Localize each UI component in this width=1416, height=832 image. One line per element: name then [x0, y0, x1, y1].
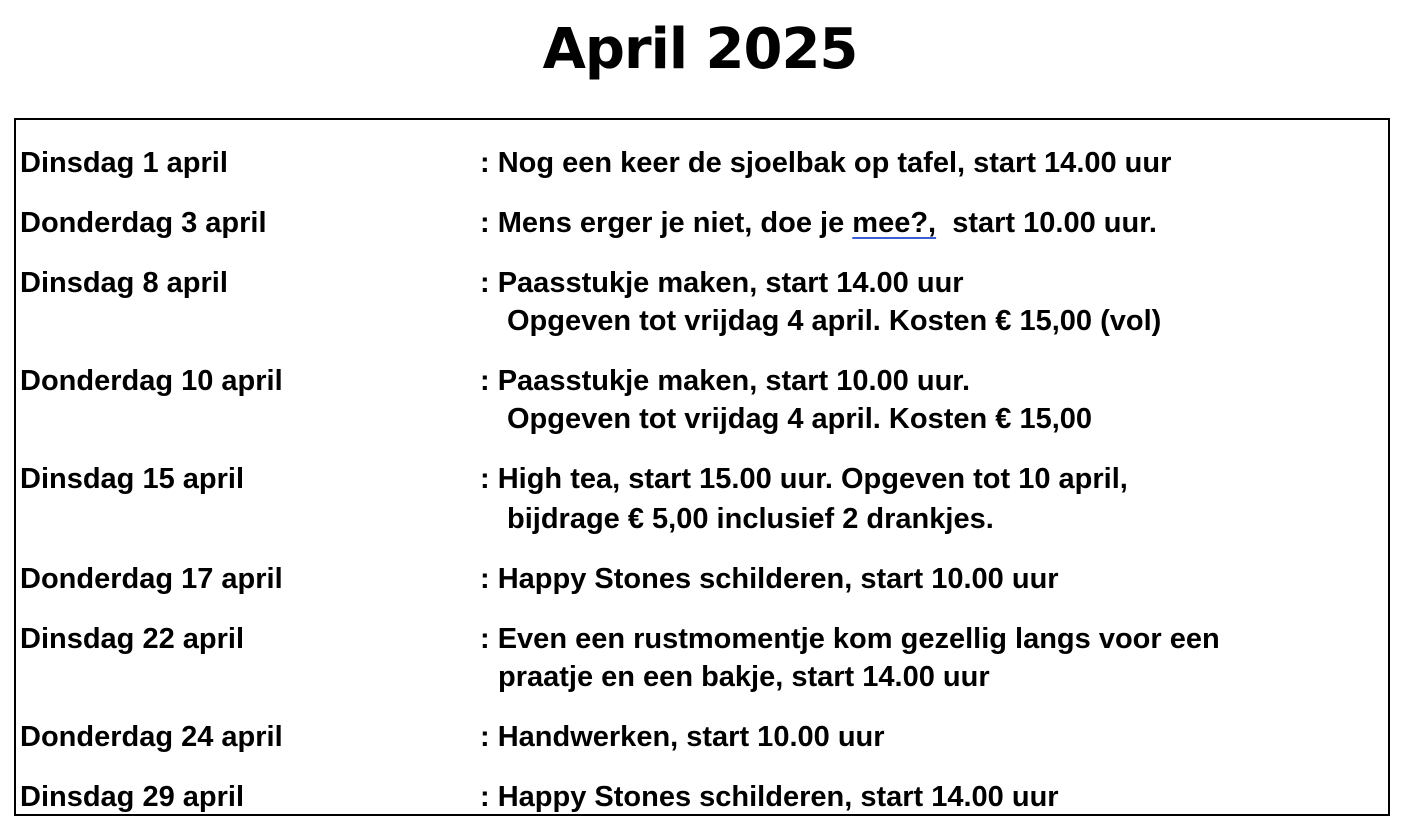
event-day: Dinsdag 8 april [20, 267, 228, 299]
event-line-2: Opgeven tot vrijdag 4 april. Kosten € 15,00 [507, 403, 1093, 435]
event-line-2: Opgeven tot vrijdag 4 april. Kosten € 15,00 (vol) [507, 305, 1162, 337]
event-line-end: start 10.00 uur. [936, 207, 1157, 239]
page-title: April 2025 [542, 17, 858, 82]
event-day: Dinsdag 22 april [20, 623, 245, 655]
event-day: Donderdag 17 april [20, 563, 283, 595]
event-description [480, 144, 1171, 182]
event-line: : Happy Stones schilderen, start 14.00 uur [480, 781, 1059, 813]
event-day: Donderdag 24 april [20, 721, 283, 753]
event-day: Donderdag 3 april [20, 207, 267, 239]
event-day: Dinsdag 1 april [20, 147, 228, 179]
event-day: Dinsdag 29 april [20, 781, 245, 813]
event-line: : Handwerken, start 10.00 uur [480, 721, 885, 753]
event-line: : High tea, start 15.00 uur. Opgeven tot 10 april, [480, 463, 1128, 495]
event-line-2: praatje en een bakje, start 14.00 uur [498, 661, 990, 693]
event-line-2: bijdrage € 5,00 inclusief 2 drankjes. [507, 503, 994, 535]
event-day: Dinsdag 15 april [20, 463, 245, 495]
event-line: : Nog een keer de sjoelbak op tafel, start 14.00 uur [480, 147, 1172, 179]
event-day: Donderdag 10 april [20, 365, 283, 397]
event-description [480, 718, 885, 756]
event-line: : Paasstukje maken, start 14.00 uur [480, 267, 964, 299]
event-description [480, 778, 1059, 816]
event-line: : Paasstukje maken, start 10.00 uur. [480, 365, 971, 397]
event-description [480, 460, 1128, 538]
event-description [480, 204, 1157, 242]
event-description [480, 560, 1059, 598]
event-description [480, 362, 1092, 438]
event-description [480, 620, 1220, 696]
event-line: : Mens erger je niet, doe je [480, 207, 853, 239]
event-description [480, 264, 1161, 340]
spellcheck-underlined-word: mee?, [852, 207, 937, 239]
event-line: : Happy Stones schilderen, start 10.00 uur [480, 563, 1059, 595]
event-line: : Even een rustmomentje kom gezellig langs voor een [480, 623, 1220, 655]
